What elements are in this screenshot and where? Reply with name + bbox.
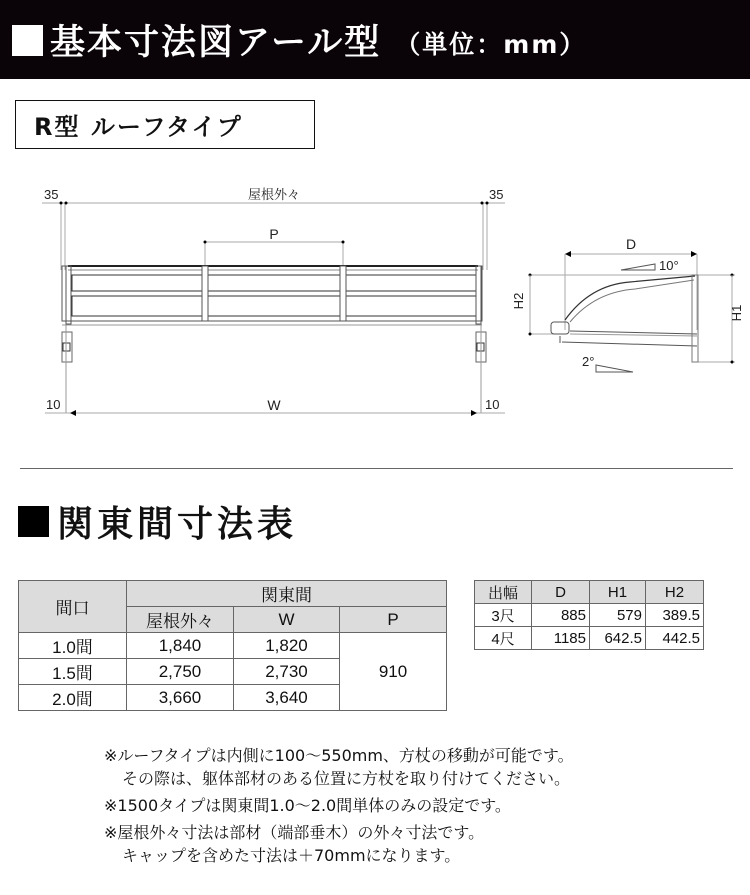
cell-roof: 2,750 <box>127 659 234 685</box>
notes <box>104 744 574 867</box>
header-frontage: 間口 <box>19 581 127 633</box>
cell-size: 2.0間 <box>19 685 127 711</box>
cell-h2: 442.5 <box>646 627 704 650</box>
type-label-box <box>15 100 315 149</box>
unit-label: （単位：mm） <box>395 29 587 59</box>
header-h2: H2 <box>646 581 704 604</box>
cell-h2: 389.5 <box>646 604 704 627</box>
front-right-top-offset: 35 <box>489 187 504 202</box>
cell-size: 1.5間 <box>19 659 127 685</box>
cell-d: 885 <box>532 604 590 627</box>
pitch-label: P <box>269 226 279 242</box>
note-line: キャップを含めた寸法は＋70mmになります。 <box>122 846 461 865</box>
front-top-dimension-label: 屋根外々 <box>247 187 301 202</box>
header-w: W <box>234 607 340 633</box>
cell-w: 2,730 <box>234 659 340 685</box>
header-d: D <box>532 581 590 604</box>
cell-size: 1.0間 <box>19 633 127 659</box>
section-divider <box>20 468 733 469</box>
section-title: 関東間寸法表 <box>57 504 298 545</box>
square-bullet-icon <box>18 506 49 537</box>
front-right-bottom-offset: 10 <box>485 397 500 412</box>
cell-w: 1,820 <box>234 633 340 659</box>
table-row <box>19 633 447 659</box>
cell-h1: 579 <box>590 604 646 627</box>
cell-roof: 1,840 <box>127 633 234 659</box>
note-line: その際は、躯体部材のある位置に方杖を取り付けてください。 <box>122 769 571 788</box>
note-line: ※1500タイプは関東間1.0〜2.0間単体のみの設定です。 <box>104 796 511 815</box>
header-bar <box>0 0 750 79</box>
h1-label: H1 <box>729 304 744 322</box>
header-group-kanto: 関東間 <box>127 581 447 607</box>
bottom-angle-label: 2° <box>582 354 595 369</box>
note-line: ※ルーフタイプは内側に100〜550mm、方杖の移動が可能です。 <box>104 746 574 765</box>
square-bullet-icon <box>12 25 43 56</box>
kanto-size-table <box>18 580 447 711</box>
table-row <box>475 604 704 627</box>
depth-table <box>474 580 704 650</box>
header-depth-label: 出幅 <box>475 581 532 604</box>
cell-d: 1185 <box>532 627 590 650</box>
front-left-bottom-offset: 10 <box>46 397 61 412</box>
cell-p: 910 <box>340 633 447 711</box>
cell-w: 3,640 <box>234 685 340 711</box>
cell-label: 4尺 <box>475 627 532 650</box>
depth-label: D <box>625 236 637 252</box>
note-line: ※屋根外々寸法は部材（端部垂木）の外々寸法です。 <box>104 823 485 842</box>
cell-roof: 3,660 <box>127 685 234 711</box>
h2-label: H2 <box>511 292 526 310</box>
section-heading <box>18 496 297 547</box>
width-label: W <box>267 397 281 413</box>
side-view <box>529 251 736 372</box>
type-label: R型 ルーフタイプ <box>34 113 243 141</box>
dimension-drawing <box>0 170 750 440</box>
cell-h1: 642.5 <box>590 627 646 650</box>
cell-label: 3尺 <box>475 604 532 627</box>
page-title: 基本寸法図アール型 <box>50 22 382 63</box>
roof-angle-label: 10° <box>659 258 679 273</box>
table-row <box>475 627 704 650</box>
header-p: P <box>340 607 447 633</box>
front-left-top-offset: 35 <box>44 187 59 202</box>
header-h1: H1 <box>590 581 646 604</box>
header-roof-outer: 屋根外々 <box>127 607 234 633</box>
